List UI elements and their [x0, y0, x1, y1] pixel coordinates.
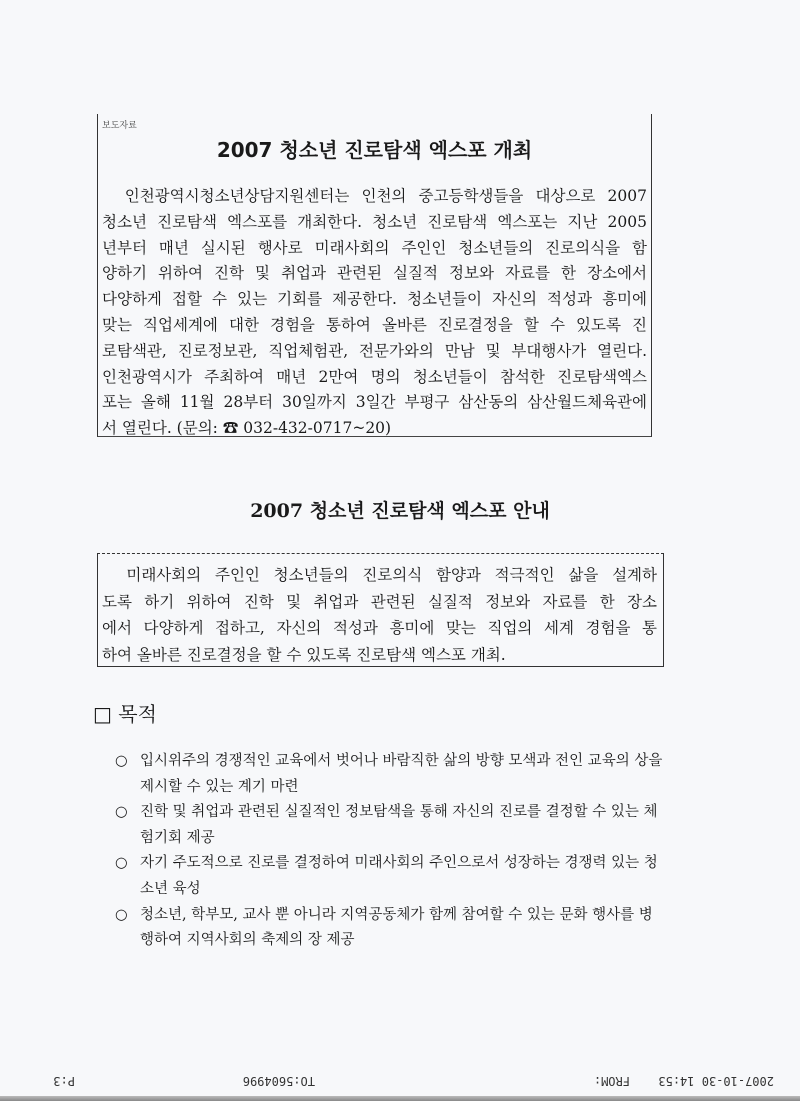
- press-release-body: [102, 184, 647, 442]
- press-release-title: 2007 청소년 진로탐색 엑스포 개최: [216, 138, 533, 162]
- fax-page: P:3: [53, 1074, 75, 1088]
- circle-bullet-icon: ○: [115, 906, 128, 923]
- guide-title: 2007 청소년 진로탐색 엑스포 안내: [250, 500, 550, 522]
- circle-bullet-icon: ○: [115, 855, 128, 872]
- fax-header-upside-down: [20, 1068, 780, 1092]
- body-line: 다양하게 접할 수 있는 기회를 제공한다. 청소년들이 자신의 적성과 흥미에: [102, 290, 647, 309]
- body-line: 청소년 진로탐색 엑스포를 개최한다. 청소년 진로탐색 엑스포는 지난 2005: [102, 212, 647, 231]
- body-line: 로탐색관, 진로정보관, 직업체험관, 전문가와의 만남 및 부대행사가 열린다.: [102, 341, 647, 360]
- press-release-box: [97, 114, 652, 437]
- purpose-list: [115, 749, 665, 954]
- body-line: 서 열린다. (문의: ☎ 032-432-0717~20): [102, 419, 392, 438]
- body-line: 년부터 매년 실시된 행사로 미래사회의 주인인 청소년들의 진로의식을 함: [102, 238, 647, 257]
- purpose-item-text: 입시위주의 경쟁적인 교육에서 벗어나 바람직한 삶의 방향 모색과 전인 교육의 상을 제시할 수 있는 계기 마련: [140, 753, 663, 795]
- body-line: 양하기 위하여 진학 및 취업과 관련된 실질적 정보와 자료를 한 장소에서: [102, 264, 647, 283]
- purpose-item-text: 청소년, 학부모, 교사 뿐 아니라 지역공동체가 함께 참여할 수 있는 문화 행사를 병행하여 지역사회의 축제의 장 제공: [140, 906, 653, 949]
- summary-line: 미래사회의 주인인 청소년들의 진로의식 함양과 적극적인 삶을 설계하: [102, 566, 657, 584]
- fax-datetime: 2007-10-30 14:53: [658, 1074, 774, 1088]
- press-release-tag: 보도자료: [102, 121, 137, 131]
- purpose-item: [115, 851, 665, 902]
- summary-line: 에서 다양하게 접하고, 자신의 적성과 흥미에 맞는 직업의 세계 경험을 통: [102, 619, 657, 637]
- fax-to: TO:5604996: [242, 1074, 315, 1088]
- circle-bullet-icon: ○: [115, 753, 128, 769]
- purpose-heading: □ 목적: [93, 702, 157, 726]
- body-line: 인천광역시청소년상담지원센터는 인천의 중고등학생들을 대상으로 2007: [102, 187, 647, 205]
- purpose-item-text: 자기 주도적으로 진로를 결정하여 미래사회의 주인으로서 성장하는 경쟁력 있는 청소년 육성: [140, 855, 658, 897]
- fax-from: FROM:: [593, 1074, 630, 1088]
- body-line: 포는 올해 11월 28부터 30일까지 3일간 부평구 삼산동의 삼산월드체육관에: [102, 393, 647, 412]
- body-line: 맞는 직업세계에 대한 경험을 통하여 올바른 진로결정을 할 수 있도록 진: [102, 315, 647, 334]
- summary-line: 하여 올바른 진로결정을 할 수 있도록 진로탐색 엑스포 개최.: [102, 645, 506, 664]
- guide-summary-text: [102, 562, 657, 668]
- purpose-item-text: 진학 및 취업과 관련된 실질적인 정보탐색을 통해 자신의 진로를 결정할 수 있는 체험기회 제공: [140, 804, 658, 846]
- purpose-item: [115, 800, 665, 851]
- scan-edge: [0, 1096, 800, 1101]
- purpose-item: [115, 749, 665, 800]
- summary-line: 도록 하기 위하여 진학 및 취업과 관련된 실질적 정보와 자료를 한 장소: [102, 592, 657, 611]
- guide-summary-box: [97, 553, 664, 667]
- body-line: 인천광역시가 주최하여 매년 2만여 명의 청소년들이 참석한 진로탐색엑스: [102, 367, 647, 386]
- circle-bullet-icon: ○: [115, 804, 128, 821]
- purpose-item: [115, 903, 665, 954]
